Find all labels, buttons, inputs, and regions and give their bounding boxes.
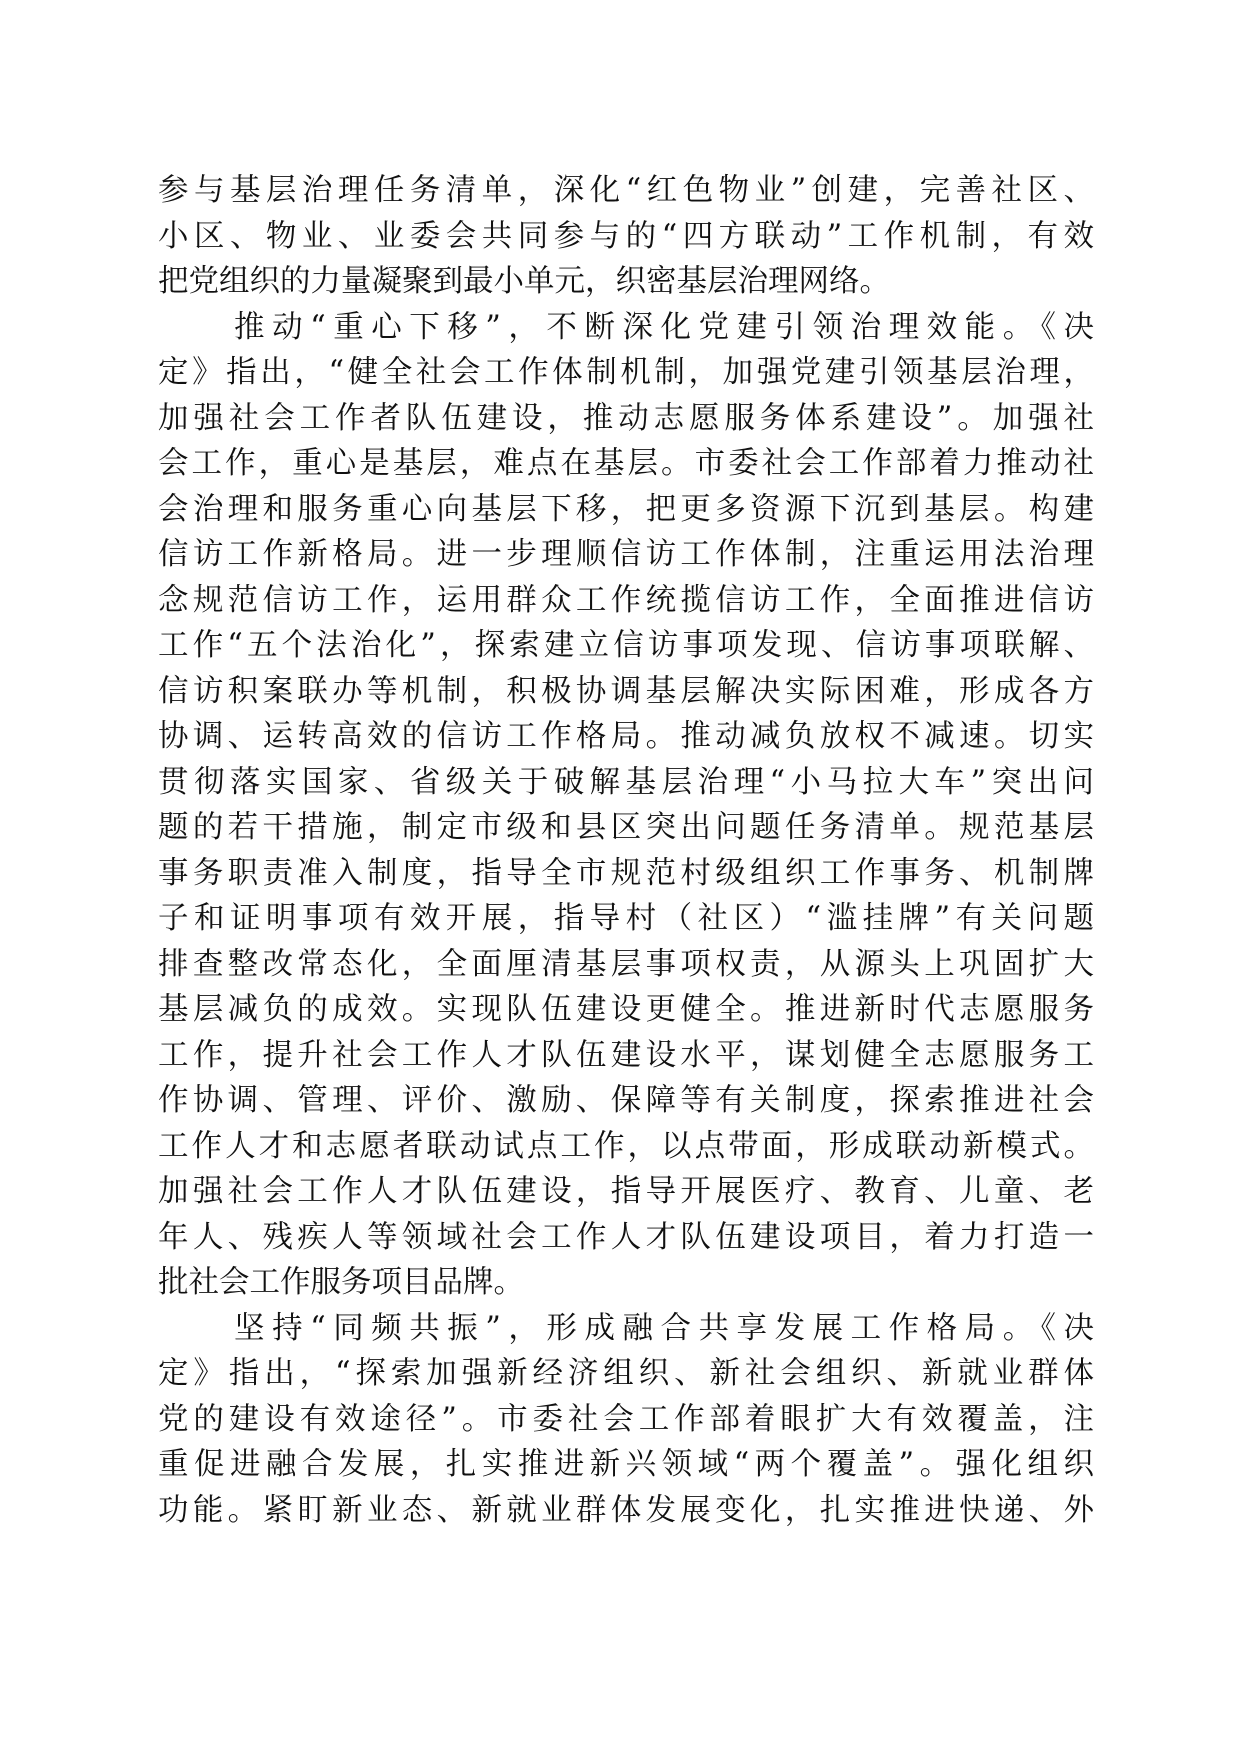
text-line: 基层减负的成效。实现队伍建设更健全。推进新时代志愿服务 xyxy=(158,992,1094,1027)
text-line: 题的若干措施，制定市级和县区突出问题任务清单。规范基层 xyxy=(158,810,1094,845)
text-line: 年人、残疾人等领域社会工作人才队伍建设项目，着力打造一 xyxy=(158,1219,1094,1255)
text-line: 念规范信访工作，运用群众工作统揽信访工作，全面推进信访 xyxy=(158,582,1094,618)
text-line: 定》指出，“健全社会工作体制机制，加强党建引领基层治理， xyxy=(158,355,1094,390)
text-line: 党的建设有效途径”。市委社会工作部着眼扩大有效覆盖，注 xyxy=(158,1401,1094,1437)
text-line: 工作“五个法治化”，探索建立信访事项发现、信访事项联解、 xyxy=(158,628,1094,663)
text-line: 信访工作新格局。进一步理顺信访工作体制，注重运用法治理 xyxy=(158,537,1094,572)
text-line: 子和证明事项有效开展，指导村（社区）“滥挂牌”有关问题 xyxy=(158,901,1094,936)
text-line: 重促进融合发展，扎实推进新兴领域“两个覆盖”。强化组织 xyxy=(158,1447,1094,1482)
text-line: 作协调、管理、评价、激励、保障等有关制度，探索推进社会 xyxy=(158,1083,1094,1118)
text-line: 推动“重心下移”，不断深化党建引领治理效能。《决 xyxy=(158,309,1094,345)
text-line: 功能。紧盯新业态、新就业群体发展变化，扎实推进快递、外 xyxy=(158,1492,1094,1528)
text-line: 工作人才和志愿者联动试点工作，以点带面，形成联动新模式。 xyxy=(158,1128,1094,1164)
text-line: 加强社会工作人才队伍建设，指导开展医疗、教育、儿童、老 xyxy=(158,1174,1094,1209)
text-line: 会治理和服务重心向基层下移，把更多资源下沉到基层。构建 xyxy=(158,491,1094,527)
text-line: 贯彻落实国家、省级关于破解基层治理“小马拉大车”突出问 xyxy=(158,764,1094,800)
text-line: 加强社会工作者队伍建设，推动志愿服务体系建设”。加强社 xyxy=(158,400,1094,436)
text-line: 排查整改常态化，全面厘清基层事项权责，从源头上巩固扩大 xyxy=(158,946,1094,982)
text-line: 信访积案联办等机制，积极协调基层解决实际困难，形成各方 xyxy=(158,673,1094,709)
text-line: 坚持“同频共振”，形成融合共享发展工作格局。《决 xyxy=(158,1310,1094,1346)
text-line: 定》指出，“探索加强新经济组织、新社会组织、新就业群体 xyxy=(158,1356,1094,1391)
document-body xyxy=(158,168,1094,1533)
text-line: 小区、物业、业委会共同参与的“四方联动”工作机制，有效 xyxy=(158,218,1094,254)
text-line: 工作，提升社会工作人才队伍建设水平，谋划健全志愿服务工 xyxy=(158,1037,1094,1073)
text-line: 协调、运转高效的信访工作格局。推动减负放权不减速。切实 xyxy=(158,719,1094,754)
text-line: 把党组织的力量凝聚到最小单元，织密基层治理网络。 xyxy=(158,264,890,299)
text-line: 事务职责准入制度，指导全市规范村级组织工作事务、机制牌 xyxy=(158,855,1094,891)
text-line: 批社会工作服务项目品牌。 xyxy=(158,1265,524,1300)
text-line: 参与基层治理任务清单，深化“红色物业”创建，完善社区、 xyxy=(158,173,1094,208)
text-line: 会工作，重心是基层，难点在基层。市委社会工作部着力推动社 xyxy=(158,446,1094,481)
